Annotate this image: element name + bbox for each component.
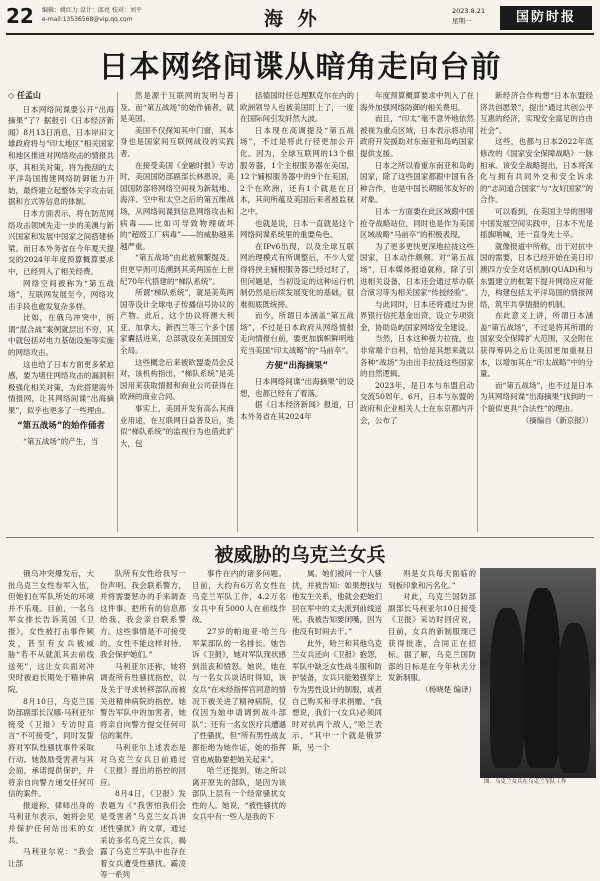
paragraph: 括德国时任总理默克尔在内的欧洲领导人也被美国盯上了，一度在国际间引发轩然大波。: [240, 91, 354, 124]
weekday-line: 星期一: [452, 17, 472, 25]
article1-column-1: [8, 90, 114, 532]
article2-column-4: [292, 568, 382, 832]
soldier-silhouette: [490, 608, 524, 768]
paragraph: 8月10日，乌克兰国防部副部长汉娜·马利亚尔接受《卫报》专访时直言“不可接受”，同时发誓将对军队性骚扰事件采取行动。她鼓励受害者与其会面，承诺提供保护，并将亲自向警方递交任何可信的案件。: [8, 696, 94, 799]
paragraph: 此外，哈兰和其他乌克兰女兵还向《卫报》抱怨，军队中缺乏女性战斗服和防护装备，女兵只能勉强穿上专为男性设计的制服，或者自己购买和寻求捐赠。“我想说，我们一(女兵)必须同时对抗两个敌人，”哈兰表示，“其中一个就是俄罗斯，另一个: [292, 638, 382, 752]
paragraph: 新经济合作构想“日本东盟经济共创愿景”，提出“通过共创公平互惠的经济，实现安全富足的自由社会”。: [480, 91, 593, 135]
article1-col4-body: [360, 90, 474, 426]
column-divider: [117, 92, 118, 532]
paragraph: 美国不仅探知其中门窗，其本身也是国家间互联网战役的实践者。: [120, 125, 234, 158]
article1-author: ◇ 任孟山: [8, 91, 41, 100]
article1-col1-body: [8, 104, 114, 417]
paragraph: 在接受美国《金融时报》专访时，美国国防部副部长林恩说，美国国防部将网络空间视为新陆地、海洋、空中和太空之后的第五维战场，从网络间谍到信息网络攻击和病毒——比如可导致物理破坏的“超级工厂病毒”——的威胁越来越严重。: [120, 160, 234, 251]
paragraph: 也就是说，日本一直就是这个网络间谍系统里的重要角色。: [240, 218, 354, 240]
date-block: [452, 6, 485, 26]
article1-subheading-2: 方便“出海摘果”: [265, 360, 329, 371]
article1-column-2: [120, 90, 234, 532]
article2-column-5: [388, 568, 476, 832]
paragraph: 哈兰还提到，她之所以离开原先的部队，是因为该部队上层有一个经常骚扰女性的人。她说，“被性骚扰的女兵中有一些人是我的下: [192, 766, 286, 822]
article1-column-5: [480, 90, 593, 532]
paragraph: 报道称，律师出身的马利亚尔表示，她将会见并保护任何站出来的女兵。: [8, 800, 94, 845]
paragraph: 在IPv6出现，以及全球互联网治理模式有所调整后，不少人觉得将挟主辅根服务器已经过时了，但问题是，当初设定的这种运行机制仍然是后续发展变化的基础，很难彻底既统摔。: [240, 241, 354, 309]
paragraph: 而且，“印太”毫不意外地依然被视为重点区域，日本表示将动用政府开发援助对东南亚和岛屿国家提供支援。: [360, 114, 474, 158]
paragraph: 马利亚尔上述表态是对乌克兰女兵日前通过《卫报》提出的指控的回应。: [100, 742, 186, 787]
paragraph: 年度预算概算要求中列入了在海外加强网络防御的相关费用。: [360, 91, 474, 112]
article1-column-3: [240, 90, 354, 532]
article1-col3-body: [240, 90, 354, 357]
paragraph: 日本网络间谍“出海摘果”的设想，也都已经有了着落。: [240, 377, 354, 398]
paragraph: 就像报道中所称，出于对抗中国的需要，日本已经开始在美日印澳四方安全对话机制(QUAD)和与东盟建立的框架下提升网络应对能力，构建包括太平洋岛国的情报网络，筑牢共享情报的机制。: [480, 241, 593, 309]
paragraph: 日本一方面要在此区域跟中国抢夺战略站位，同时也是作为美国区域战略“马前卒”的积极表现。: [360, 206, 474, 240]
editor-info: [42, 6, 142, 24]
paragraph: 马利亚尔说：“我会让部: [8, 847, 94, 868]
paragraph: 而今，所谓日本涵盖“第五战场”，不过是日本政府从网络情报走向情报台前，要更加旗帜鲜明地充当美国“印太战略”的“马前卒”。: [240, 311, 354, 356]
column-divider: [357, 92, 358, 532]
article2-column-2: [100, 568, 186, 880]
paragraph: 日本现在高调提及“第五战场”，不过是将此行径更加公开化。因为，全球互联网的13个根服务器，1个主根服务器在美国，12个辅根服务器中的9个在美国，2个在欧洲，还有1个就是在日本，其间所蕴及美国后来者被监视之中。: [240, 125, 354, 216]
paragraph: 对此，乌克兰国防部副部长马利亚尔10日接受《卫报》采访时回应说，目前，女兵的新制服现已获得批准，合同正在招标。据了解，乌克兰国防部的日标是在今年秋天分发新制服。: [388, 592, 476, 683]
article2-col4-body: [292, 568, 382, 754]
paragraph: 2023年，是日本与东盟启动交流50周年。6月，日本与东盟的政府和企业相关人士在东京都内开会，公布了: [360, 380, 474, 425]
article1-column-4: [360, 90, 474, 532]
paragraph: 则是女兵每天面临的刻板印象和污名化。”: [388, 569, 476, 590]
column-divider: [237, 92, 238, 532]
female-soldiers-photo: [480, 568, 596, 778]
email-line: e-mail:13536568@vip.qq.com: [42, 16, 133, 23]
article2-column-3: [192, 568, 286, 832]
paragraph: 可以看到，在美国主导的围堵中国发展空间实践中，日本不光是摇旗呐喊，还一直身先士卒。: [480, 206, 593, 240]
article-separator: [6, 537, 594, 538]
paragraph: 事实上，美国开发有高么其商业用途，在互联网日益普及后，类似“梯队系统”的监视行为也借此扩大，包: [120, 404, 234, 448]
article2-col5-body: [388, 568, 476, 684]
paragraph: 然是源于互联网的发明与普及。而“第五战场”的始作俑者，就是美国。: [120, 91, 234, 124]
soldier-silhouette: [524, 588, 560, 768]
newspaper-logo: 国防时报: [500, 6, 592, 30]
article2-credit: （杨晓楚 编译）: [421, 684, 476, 694]
paragraph: 队所有女性给我写一份声明。我会联系警方，并将需要惩办的手来调查这件事。把所有的信息都给我，我会亲自联系警方。这些事情是不可接受的。女性不能这样对待。我会保护她们。”: [100, 569, 186, 660]
page-number: 22: [6, 4, 34, 28]
article1-col5-body: [480, 90, 593, 415]
paragraph: 比如，在俄乌冲突中，所谓“混合战”案例就层出不穷，其中就包括对电力基础设施等实施的网络攻击。: [8, 313, 114, 358]
paragraph: 马利亚尔还称，她将调查所有性骚扰指控，以及关于寻求转移部队而被关进精神病院的指控。她警告军队中的加害者，她将亲自向警方提交任何可信的案件。: [100, 661, 186, 741]
article1-credit: （摘编自《新京报》）: [521, 415, 593, 425]
paragraph: 属。她们被问一个人骚扰，并被告知：如果想找与他发生关系，他就会把她们回在军中的丈夫派到前线送死。我被告知要闭嘴，因为他没有时间去干。”: [292, 569, 382, 636]
paragraph: 8月4日，《卫报》发表题为《“我害怕我们会是受害者”乌克兰女兵讲述性骚扰》的文章，通过采访多名乌克兰女兵，揭露了乌克兰军队中也存在着女兵遭受性骚扰、霸凌等一系列: [100, 789, 186, 880]
article1-col2-body: [120, 90, 234, 449]
paragraph: 与此同时，日本还将通过为世界银行信托基金出资，设立专项资金，协助岛屿国家网络安全建设。: [360, 299, 474, 332]
paragraph: 俄乌冲突爆发后，大批乌克兰女性参军入伍，但她们在军队所处的环境并不乐观。目前，一名乌军女排长告诉英国《卫报》，女性被打击事件频发，甚至有女兵被威胁“若不从就派其去前线送死”，这让女兵面对冲突时被迫长期处于精神病院。: [8, 569, 94, 694]
paragraph: “第五战场”由此被频繁提及。但更早则可追溯到其美两国在上世纪70年代搭建的“梯队系统”。: [120, 253, 234, 286]
paragraph: 为了更多更快更深地拉拢这些国家，日本动作颇频。对“第五战场”，日本媒体报道就称，除了引进相关设备，日本还会通过举办联合演习等为相关国家“传授经验”。: [360, 241, 474, 298]
article2-column-1: [8, 568, 94, 868]
paragraph: 这也给了日本方面更多紧迫感，要为堵住网络攻击的漏洞积极强化相关对策，为此搭建海外情报网，让其网络间谍“出海摘果”，似乎也更多了一些理由。: [8, 359, 114, 416]
date-line: 2023.8.21: [452, 7, 486, 15]
paragraph: 据《日本经济新闻》报道，日本外务省在其2024年: [240, 400, 354, 422]
article1-col1b-body: [8, 436, 114, 448]
paragraph: 事件在内的诸多问题。目前，大约有6万名女性在乌克兰军队工作，4.2万名女兵中有5000人在前线作战。: [192, 569, 286, 625]
section-title: 海 外: [264, 8, 321, 30]
soldier-silhouette: [558, 623, 590, 773]
article2-col1-body: [8, 568, 94, 869]
article1-subheading-1: “第五战场”的始作俑者: [17, 420, 105, 431]
paragraph: 网络空间被称为“第五战场”，互联网发展至今，网络攻击手段也愈发复杂多样。: [8, 278, 114, 311]
paragraph: 27岁的帕迪亚·哈兰乌军某部队的一名排长。她告诉《卫报》，她对军队现状感到沮丧和愤怒。她说，她在与一名女兵谈话时得知，该女兵“在未经指挥官同意的情况下被关进了精神病院，仅仅因为她申请调到战斗部队”；还有一名女医疗兵遭遇了性骚扰，但“所有男性战友都拒绝为她作证，她的指挥官也威胁要把她关起来”。: [192, 626, 286, 764]
paragraph: 这些，也都与日本2022年底修改的《国家安全保障战略》一脉相承。该安全战略提出，日本将深化与拥有共同外交和安全诉求的“志同道合国家”与“友好国家”的合作。: [480, 137, 593, 205]
paragraph: 这些概念后来被欧盟委员会反对，该机构指出，“梯队系统”是美国用来获取情报和商业公司获得在欧洲的商业合同。: [120, 357, 234, 402]
paragraph: “第五战场”的产生，当: [23, 437, 99, 447]
paragraph: 在此意义上讲，所谓日本涵盖“第五战场”，不过是将其所谓的国家安全保障扩大范围，又会附在获得筹码之后让美国更加重视日本，以增加其在“印太战略”中的分量。: [480, 311, 593, 379]
paragraph: 而“第五战场”，也不过是日本为其网络间谍“出海摘果”找到的一个貌似更具“合法性”的理由。: [480, 380, 593, 414]
paragraph: 所谓“梯队系统”，就是美英两国等设计全球电子传播信号协议的产物。此后，这个协议将澳大利亚、加拿大、新西兰等三个多个国家囊括进来，总部就设在美国国安全局。: [120, 288, 234, 356]
article2-col2-body: [100, 568, 186, 881]
paragraph: 日本方面表示，将在防范网络攻击领域先走一步的美澳与新兴国家和发展中国家之间搭建桥梁。而日本外务省在今年夏天提交的2024年年度预算概算要求中，已经列入了相关经费。: [8, 208, 114, 276]
article2-headline: 被威胁的乌克兰女兵: [214, 544, 386, 566]
paragraph: 日本之所以看重东南亚和岛屿国家，除了这些国家都跟中国有各种合作，也是中国长期睦邻友好的对象。: [360, 160, 474, 205]
article2-col3-body: [192, 568, 286, 823]
photo-caption: 图：乌克兰女兵在乌克兰军队工作: [484, 779, 567, 785]
article1-col3b-body: [240, 376, 354, 422]
article1-headline: 日本网络间谍从暗角走向台前: [98, 50, 502, 85]
column-divider: [477, 92, 478, 532]
editor-line: 编辑：姚红力 设计：邱亮 校对：刘平: [42, 7, 142, 14]
paragraph: 当然，日本这种极力拉拢，也非常端个自利，恰恰是其想来就以各种“战场”为由出手拉拢这些国家的自然逻辑。: [360, 334, 474, 379]
page-header: [0, 0, 600, 40]
paragraph: 日本网络间谍要公开“出海摘果”了？据报引《日本经济新闻》8月13日消息，日本岸田文雄政府将与“印太地区”相关国家和地区推进对网络攻击的情报共享，其相关对策，将为挽刮的太平洋岛国搜建网络防御能力开始，最终建立起整体关字攻击证据和方式等信息的体制。: [8, 104, 114, 207]
header-rule: [6, 33, 594, 35]
